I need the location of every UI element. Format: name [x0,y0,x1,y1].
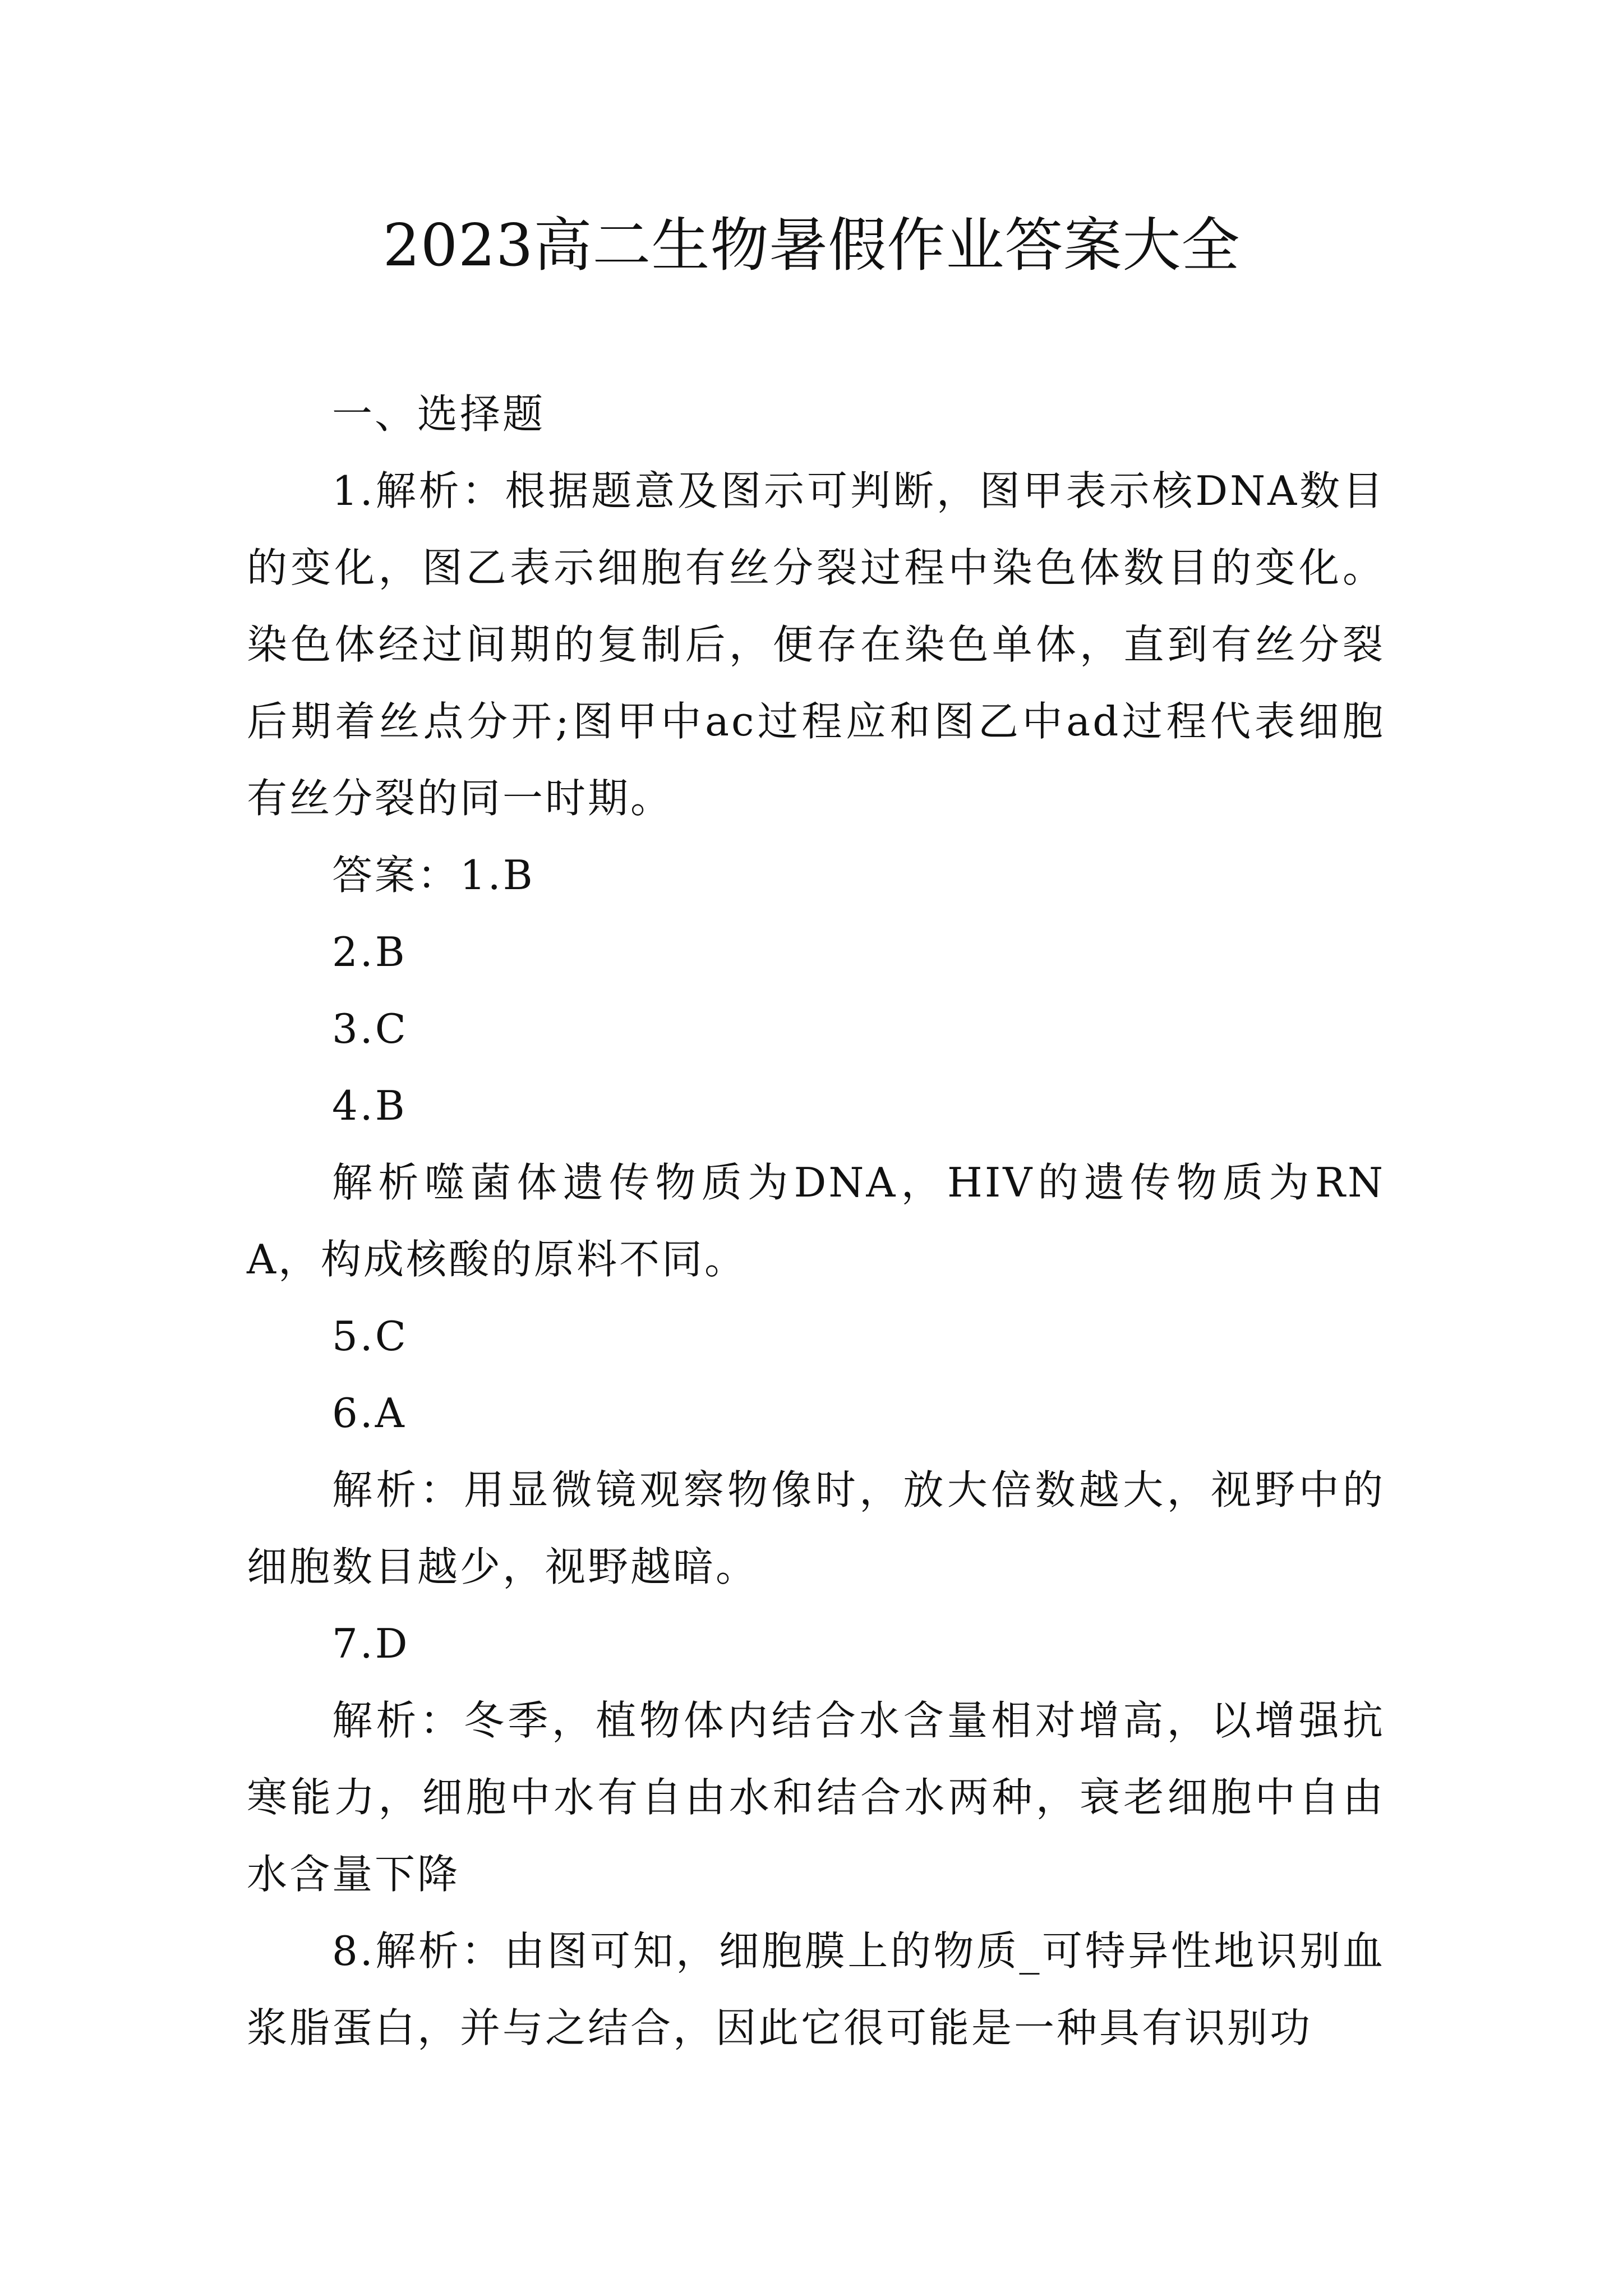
question-7-analysis: 解析：冬季，植物体内结合水含量相对增高，以增强抗寒能力，细胞中水有自由水和结合水两种，衰老细胞中自由水含量下降 [247,1697,1385,1898]
answer-5: 5.C [332,1313,408,1360]
answer-4: 4.B [332,1082,407,1129]
answer-3: 3.C [332,1005,408,1052]
section-heading: 一、选择题 [332,390,546,438]
document-body [247,376,1385,2067]
question-4-analysis: 解析噬菌体遗传物质为DNA，HIV的遗传物质为RNA，构成核酸的原料不同。 [247,1159,1385,1283]
answer-1: 答案：1.B [332,852,535,899]
page-title: 2023高二生物暑假作业答案大全 [382,211,1241,279]
answer-2: 2.B [332,928,407,976]
answer-6: 6.A [332,1389,407,1437]
answer-7: 7.D [332,1620,410,1667]
question-1-analysis: 1.解析：根据题意及图示可判断，图甲表示核DNA数目的变化，图乙表示细胞有丝分裂过程中染色体数目的变化。染色体经过间期的复制后，便存在染色单体，直到有丝分裂后期着丝点分开;图甲中ac过程应和图乙中ad过程代表细胞有丝分裂的同一时期。 [247,467,1385,822]
question-8-analysis: 8.解析：由图可知，细胞膜上的物质_可特异性地识别血浆脂蛋白，并与之结合，因此它很可能是一种具有识别功 [247,1927,1385,2051]
question-6-analysis: 解析：用显微镜观察物像时，放大倍数越大，视野中的细胞数目越少，视野越暗。 [247,1466,1385,1590]
